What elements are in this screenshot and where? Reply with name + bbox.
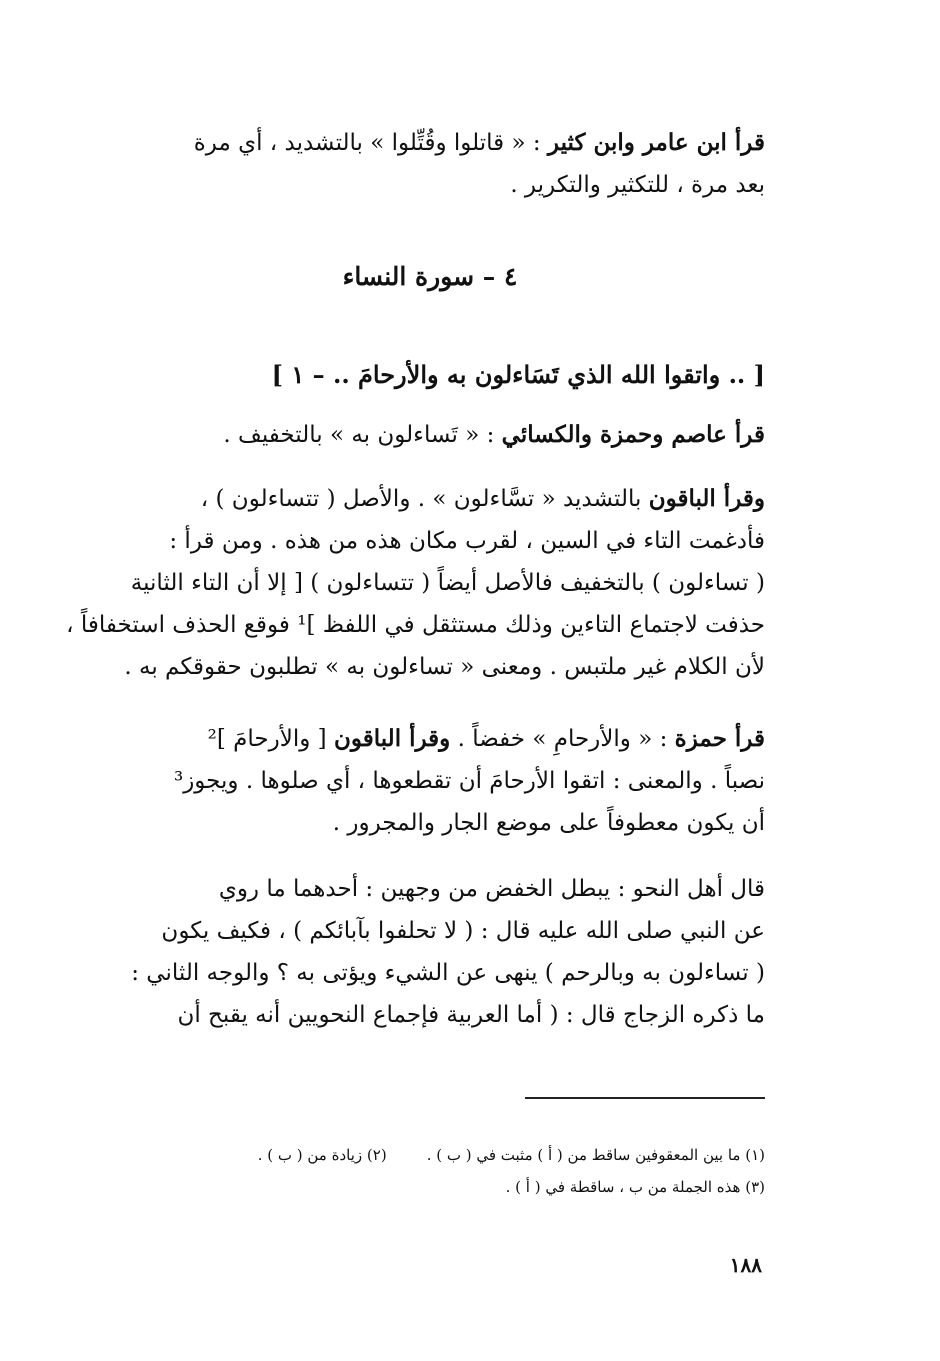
paragraph-asim (95, 414, 765, 456)
paragraph-line: نصباً . والمعنى : اتقوا الأرحامَ أن تقطعوها ، أي صلوها . ويجوز³ (173, 768, 765, 794)
paragraph-baqun (66, 478, 765, 688)
reader-names: وقرأ الباقون (648, 485, 765, 512)
paragraph-line: بعد مرة ، للتكثير والتكرير . (510, 172, 765, 198)
page-number: ١٨٨ (729, 1253, 762, 1277)
reader-names: قرأ عاصم وحمزة والكسائي (501, 421, 765, 448)
paragraph-hamza (95, 718, 765, 844)
paragraph-line: لأن الكلام غير ملتبس . ومعنى « تساءلون به » تطلبون حقوقكم به . (124, 654, 765, 680)
paragraph-ibn-amir (95, 122, 765, 206)
reader-names: وقرأ الباقون (333, 725, 451, 752)
paragraph-line: ما ذكره الزجاج قال : ( أما العربية فإجماع النحويين أنه يقبح أن (177, 1002, 765, 1028)
verse-text: [ .. واتقوا الله الذي تَسَاءلون به والأرحامَ .. – ١ ] (271, 360, 765, 389)
paragraph-text: [ والأرحامَ ]² (207, 726, 334, 752)
paragraph-line: ( تساءلون ) بالتخفيف فالأصل أيضاً ( تتساءلون ) [ إلا أن التاء الثانية (130, 570, 765, 596)
paragraph-line (95, 122, 765, 164)
footnote-3: (٣) هذه الجملة من ب ، ساقطة في ( أ ) . (505, 1178, 765, 1196)
footnote-line (95, 1172, 765, 1202)
paragraph-text: : « قاتلوا وقُتِّلوا » بالتشديد ، أي مرة (193, 130, 548, 156)
reader-names: قرأ حمزة (674, 725, 765, 752)
paragraph-line: ( تساءلون به وبالرحم ) ينهى عن الشيء ويؤتى به ؟ والوجه الثاني : (131, 960, 765, 986)
paragraph-text: : « تَساءلون به » بالتخفيف . (223, 422, 502, 448)
paragraph-line: أن يكون معطوفاً على موضع الجار والمجرور . (332, 810, 765, 836)
paragraph-line: قال أهل النحو : يبطل الخفض من وجهين : أحدهما ما روي (218, 876, 765, 902)
paragraph-line: فأدغمت التاء في السين ، لقرب مكان هذه من هذه . ومن قرأ : (169, 528, 765, 554)
surah-heading: ٤ – سورة النساء (342, 262, 518, 291)
paragraph-line (95, 718, 765, 760)
paragraph-line (95, 478, 765, 520)
paragraph-line: حذفت لاجتماع التاءين وذلك مستثقل في اللفظ ]¹ فوقع الحذف استخفافاً ، (66, 612, 765, 638)
paragraph-text: بالتشديد « تسَّاءلون » . والأصل ( تتساءلون ) ، (200, 486, 649, 512)
paragraph-line (95, 414, 765, 456)
paragraph-nahw (95, 868, 765, 1036)
footnote-1: (١) ما بين المعقوفين ساقط من ( أ ) مثبت في ( ب ) . (426, 1146, 765, 1164)
footnote-2: (٢) زيادة من ( ب ) . (257, 1146, 387, 1164)
verse-quote (95, 354, 765, 396)
reader-names: قرأ ابن عامر وابن كثير (547, 129, 765, 156)
footnote-line (95, 1140, 765, 1170)
paragraph-text: : « والأرحامِ » خفضاً . (450, 726, 675, 752)
footnote-separator (525, 1097, 765, 1099)
paragraph-line: عن النبي صلى الله عليه قال : ( لا تحلفوا بآبائكم ) ، فكيف يكون (161, 918, 765, 944)
